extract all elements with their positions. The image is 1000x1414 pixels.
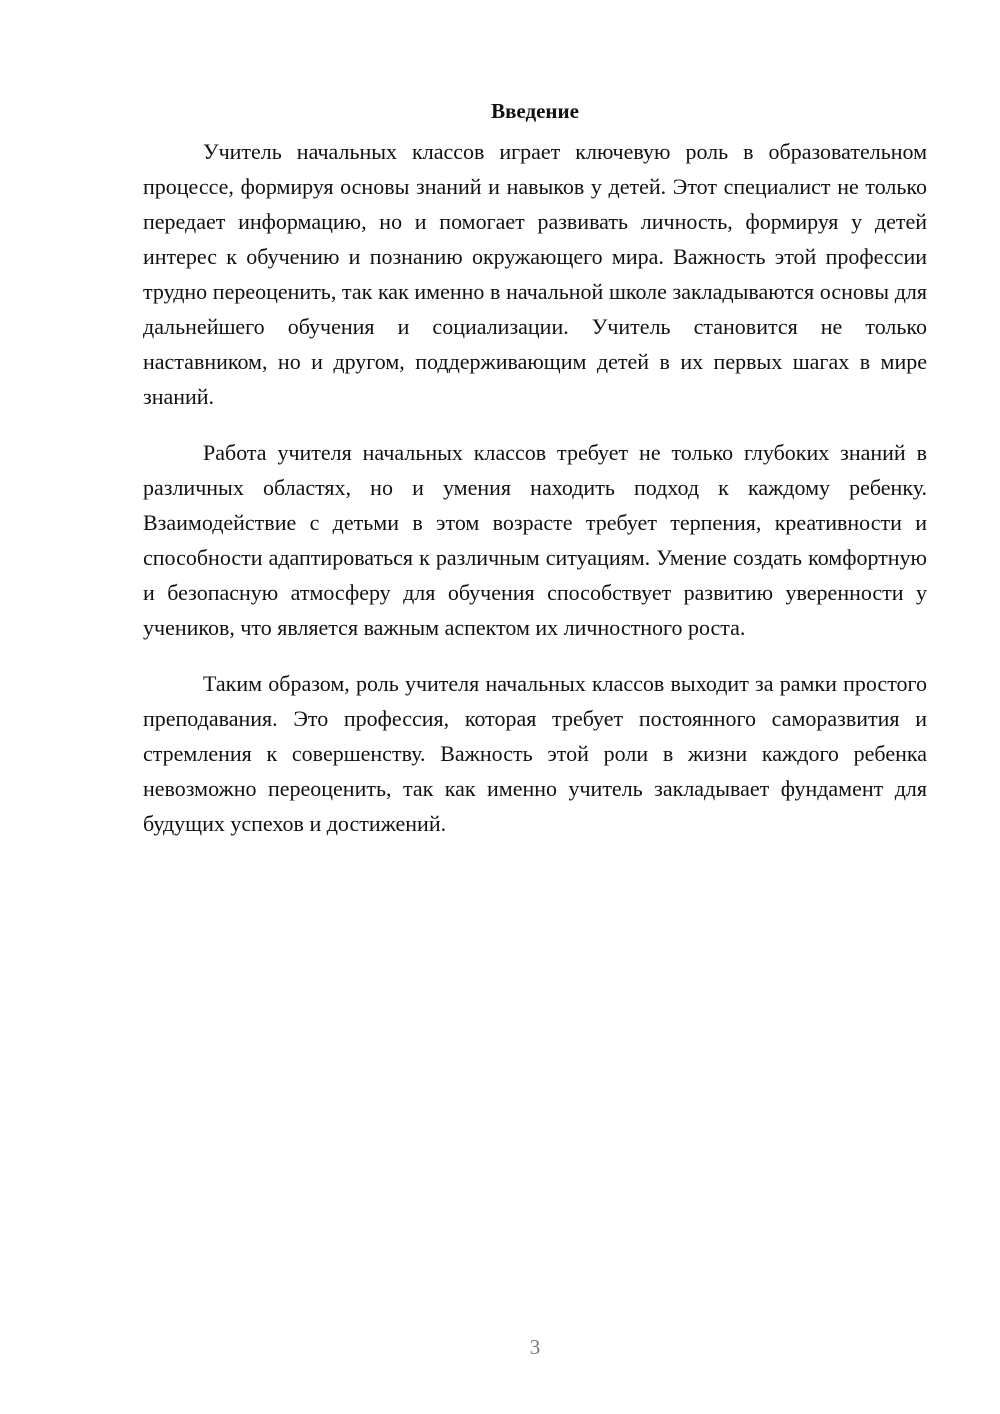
paragraph-2: Работа учителя начальных классов требует не только глубоких знаний в различных областях, но и умения находить подход к каждому ребенку. Взаимодействие с детьми в этом возрасте требует терпения, креативности и способности адаптироваться к различным ситуациям. Умение создать комфортную и безопасную атмосферу для обучения способствует развитию уверенности у учеников, что является важным аспектом их личностного роста.: [143, 440, 927, 640]
paragraph-1: Учитель начальных классов играет ключевую роль в образовательном процессе, формируя основы знаний и навыков у детей. Этот специалист не только передает информацию, но и помогает развивать личность, формируя у детей интерес к обучению и познанию окружающего мира. Важность этой профессии трудно переоценить, так как именно в начальной школе закладываются основы для дальнейшего обучения и социализации. Учитель становится не только наставником, но и другом, поддерживающим детей в их первых шагах в мире знаний.: [143, 139, 927, 409]
document-body: [143, 96, 927, 862]
document-title: Введение: [491, 99, 579, 123]
page-number: 3: [529, 1335, 541, 1359]
paragraph-3: Таким образом, роль учителя начальных классов выходит за рамки простого преподавания. Это профессия, которая требует постоянного саморазвития и стремления к совершенству. Важность этой роли в жизни каждого ребенка невозможно переоценить, так как именно учитель закладывает фундамент для будущих успехов и достижений.: [143, 671, 927, 836]
